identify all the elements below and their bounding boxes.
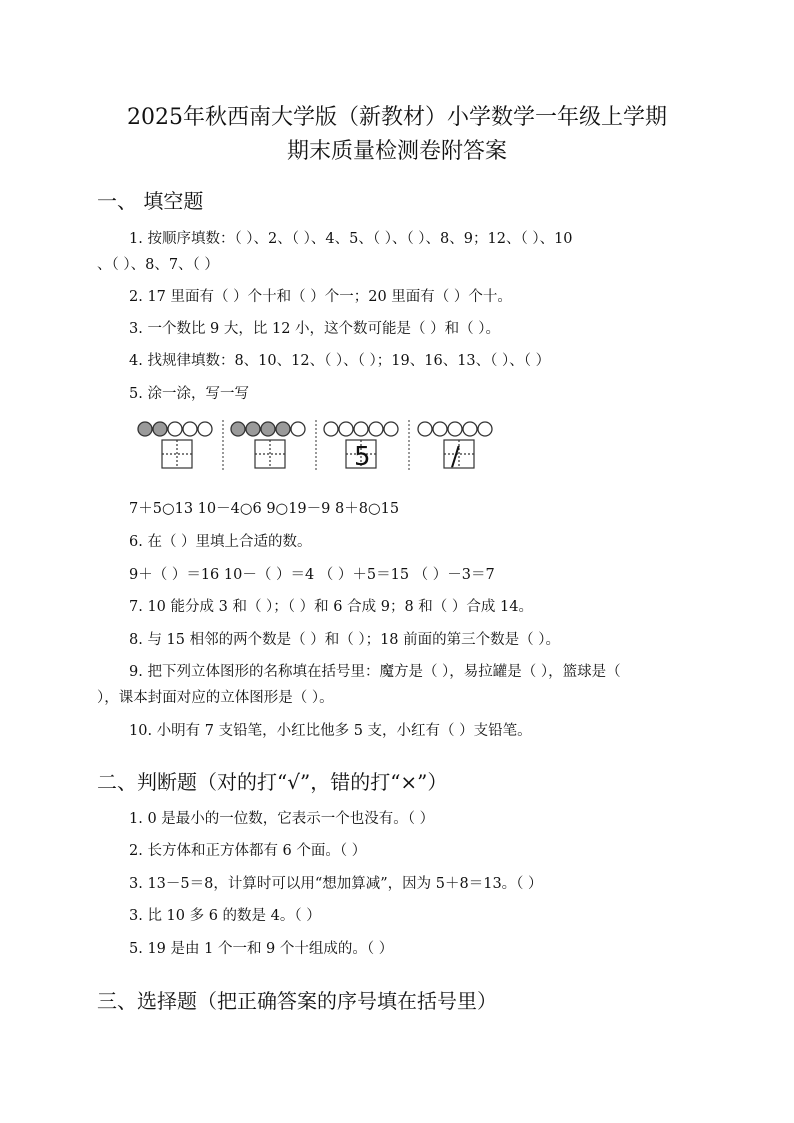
question-9-line2: ），课本封面对应的立体图形是（ ）。 [97,690,334,706]
section1-heading: 一、 填空题 [97,189,204,213]
question-2: 2. 17 里面有（ ）个十和（ ）个一；20 里面有（ ）个十。 [129,289,512,305]
question-7: 7. 10 能分成 3 和（ ）；（ ）和 6 合成 9；8 和（ ）合成 14。 [129,599,533,615]
bead-group-3 [324,422,398,436]
question-3: 3. 一个数比 9 大，比 12 小，这个数可能是（ ）和（ ）。 [129,321,501,337]
bead-group-2 [231,422,305,436]
question-1-line2: 、（ ）、8、7、（ ） [97,257,219,273]
judge-item-5: 5. 19 是由 1 个一和 9 个十组成的。（ ） [129,941,394,957]
question-6-equations: 9＋（ ）＝16 10－（ ）＝4 （ ）＋5＝15 （ ）－3＝7 [129,567,495,583]
doc-title-line1: 2025年秋西南大学版（新教材）小学数学一年级上学期 [127,105,667,130]
question-10: 10. 小明有 7 支铅笔，小红比他多 5 支，小红有（ ）支铅笔。 [129,723,532,739]
question-4: 4. 找规律填数：8、10、12、（ ）、（ ）；19、16、13、（ ）、（ ） [129,353,551,369]
section2-heading: 二、判断题（对的打“√”，错的打“×”） [97,770,448,794]
writing-box-1 [162,440,192,468]
compare-row: 7＋5○13 10－4○6 9○19－9 8＋8○15 [129,501,400,517]
bead-group-1 [138,422,212,436]
question-5: 5. 涂一涂，写一写 [129,386,249,402]
bead-group-4 [418,422,492,436]
written-digit-1: 5 [354,442,371,472]
written-digit-2: / [451,442,460,472]
writing-box-2 [255,440,285,468]
counting-figure [133,415,513,475]
judge-item-4: 3. 比 10 多 6 的数是 4。（ ） [129,908,321,924]
judge-item-3: 3. 13－5＝8，计算时可以用“想加算减”，因为 5＋8＝13。（ ） [129,876,543,892]
question-8: 8. 与 15 相邻的两个数是（ ）和（ ）；18 前面的第三个数是（ ）。 [129,632,560,648]
question-1-line1: 1. 按顺序填数：（ ）、2、（ ）、4、5、（ ）、（ ）、8、9；12、（ ）、10 [129,231,573,247]
section3-heading: 三、选择题（把正确答案的序号填在括号里） [97,989,497,1013]
question-6: 6. 在（ ）里填上合适的数。 [129,534,312,550]
question-9-line1: 9. 把下列立体图形的名称填在括号里：魔方是（ ），易拉罐是（ ），篮球是（ [129,664,621,680]
doc-title-line2: 期末质量检测卷附答案 [286,139,507,164]
judge-item-2: 2. 长方体和正方体都有 6 个面。（ ） [129,843,367,859]
judge-item-1: 1. 0 是最小的一位数，它表示一个也没有。（ ） [129,811,435,827]
